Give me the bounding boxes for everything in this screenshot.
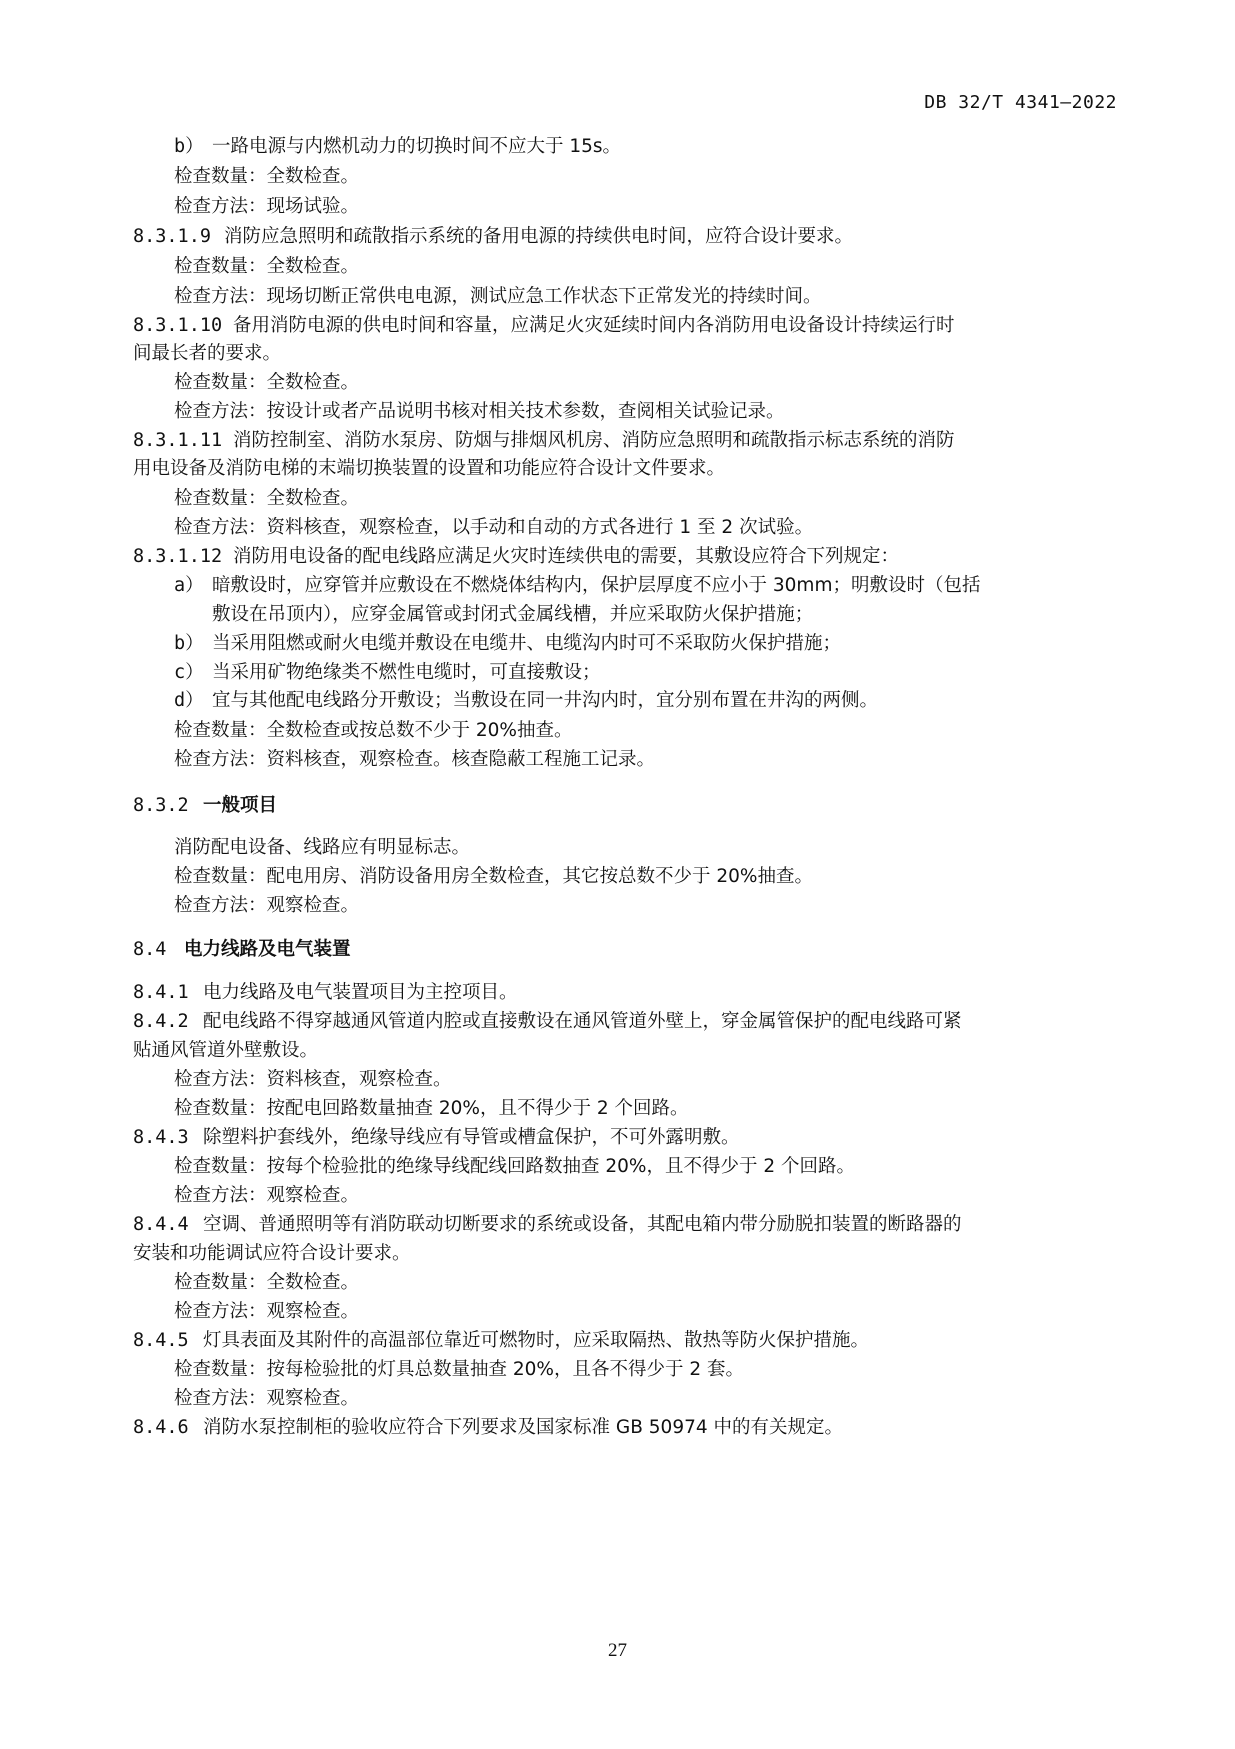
clause-text: 灯具表面及其附件的高温部位靠近可燃物时，应采取隔热、散热等防火保护措施。	[203, 1330, 870, 1351]
line-text: 检查方法：按设计或者产品说明书核对相关技术参数，查阅相关试验记录。	[174, 401, 785, 422]
clause-number: 8.3.1.9	[133, 226, 211, 247]
line-text: 用电设备及消防电梯的末端切换装置的设置和功能应符合设计文件要求。	[133, 458, 726, 479]
section-title: 一般项目	[203, 795, 278, 816]
line-text: 检查数量：全数检查。	[174, 372, 360, 393]
clause-number: 8.4.1	[133, 982, 189, 1003]
line-text: 检查方法：现场试验。	[174, 196, 360, 217]
clause-text: 除塑料护套线外，绝缘导线应有导管或槽盒保护，不可外露明敷。	[203, 1127, 740, 1148]
item-text: 暗敷设时，应穿管并应敷设在不燃烧体结构内，保护层厚度不应小于 30mm；明敷设时（包括	[212, 575, 981, 596]
clause-text: 电力线路及电气装置项目为主控项目。	[203, 982, 518, 1003]
clause-number: 8.4.4	[133, 1214, 189, 1235]
section-title: 电力线路及电气装置	[184, 939, 351, 960]
line-text: 检查方法：观察检查。	[174, 1301, 360, 1322]
clause-number: 8.4.5	[133, 1330, 189, 1351]
line-text: 间最长者的要求。	[133, 343, 282, 364]
clause-number: 8.4.3	[133, 1127, 189, 1148]
page-number: 27	[608, 1640, 627, 1661]
line-text: 检查方法：资料核查，观察检查。	[174, 1069, 452, 1090]
item-label: b）	[174, 633, 204, 654]
line-text: 检查数量：配电用房、消防设备用房全数检查，其它按总数不少于 20%抽查。	[174, 866, 814, 887]
item-text: 当采用阻燃或耐火电缆并敷设在电缆井、电缆沟内时可不采取防火保护措施；	[212, 633, 842, 654]
item-label: b）	[174, 136, 204, 157]
line-text: 检查数量：全数检查。	[174, 256, 360, 277]
clause-text: 空调、普通照明等有消防联动切断要求的系统或设备，其配电箱内带分励脱扣装置的断路器的	[203, 1214, 962, 1235]
line-text: 检查方法：资料核查，观察检查，以手动和自动的方式各进行 1 至 2 次试验。	[174, 517, 814, 538]
section-number: 8.3.2	[133, 795, 189, 816]
line-text: 检查数量：全数检查或按总数不少于 20%抽查。	[174, 720, 573, 741]
line-text: 检查数量：全数检查。	[174, 1272, 360, 1293]
item-label: a）	[174, 575, 204, 596]
line-text: 检查方法：观察检查。	[174, 895, 360, 916]
clause-text: 备用消防电源的供电时间和容量，应满足火灾延续时间内各消防用电设备设计持续运行时	[233, 315, 955, 336]
line-text: 检查数量：按每检验批的灯具总数量抽查 20%，且各不得少于 2 套。	[174, 1359, 745, 1380]
item-text: 宜与其他配电线路分开敷设；当敷设在同一井沟内时，宜分别布置在井沟的两侧。	[212, 690, 879, 711]
clause-number: 8.4.6	[133, 1417, 189, 1438]
line-text: 安装和功能调试应符合设计要求。	[133, 1243, 411, 1264]
line-text: 检查方法：现场切断正常供电电源，测试应急工作状态下正常发光的持续时间。	[174, 286, 822, 307]
clause-number: 8.3.1.12	[133, 546, 223, 567]
clause-text: 消防用电设备的配电线路应满足火灾时连续供电的需要，其敷设应符合下列规定：	[233, 546, 900, 567]
clause-text: 消防应急照明和疏散指示系统的备用电源的持续供电时间，应符合设计要求。	[224, 226, 854, 247]
line-text: 检查数量：按每个检验批的绝缘导线配线回路数抽查 20%，且不得少于 2 个回路。	[174, 1156, 856, 1177]
line-text: 贴通风管道外壁敷设。	[133, 1040, 319, 1061]
clause-text: 消防控制室、消防水泵房、防烟与排烟风机房、消防应急照明和疏散指示标志系统的消防	[233, 430, 955, 451]
clause-text: 消防水泵控制柜的验收应符合下列要求及国家标准 GB 50974 中的有关规定。	[203, 1417, 844, 1438]
section-number: 8.4	[133, 939, 167, 960]
item-text: 当采用矿物绝缘类不燃性电缆时，可直接敷设；	[212, 662, 601, 683]
line-text: 检查方法：观察检查。	[174, 1388, 360, 1409]
item-label: c）	[174, 662, 204, 683]
line-text: 敷设在吊顶内），应穿金属管或封闭式金属线槽，并应采取防火保护措施；	[212, 604, 814, 625]
line-text: 检查方法：观察检查。	[174, 1185, 360, 1206]
clause-number: 8.3.1.10	[133, 315, 223, 336]
line-text: 检查数量：全数检查。	[174, 166, 360, 187]
line-text: 检查数量：全数检查。	[174, 488, 360, 509]
line-text: 消防配电设备、线路应有明显标志。	[174, 837, 471, 858]
line-text: 检查方法：资料核查，观察检查。核查隐蔽工程施工记录。	[174, 749, 656, 770]
item-label: d）	[174, 690, 204, 711]
line-text: 检查数量：按配电回路数量抽查 20%，且不得少于 2 个回路。	[174, 1098, 689, 1119]
item-text: 一路电源与内燃机动力的切换时间不应大于 15s。	[212, 136, 622, 157]
standard-code: DB 32/T 4341—2022	[924, 92, 1117, 113]
clause-number: 8.4.2	[133, 1011, 189, 1032]
clause-number: 8.3.1.11	[133, 430, 223, 451]
clause-text: 配电线路不得穿越通风管道内腔或直接敷设在通风管道外壁上，穿金属管保护的配电线路可紧	[203, 1011, 962, 1032]
